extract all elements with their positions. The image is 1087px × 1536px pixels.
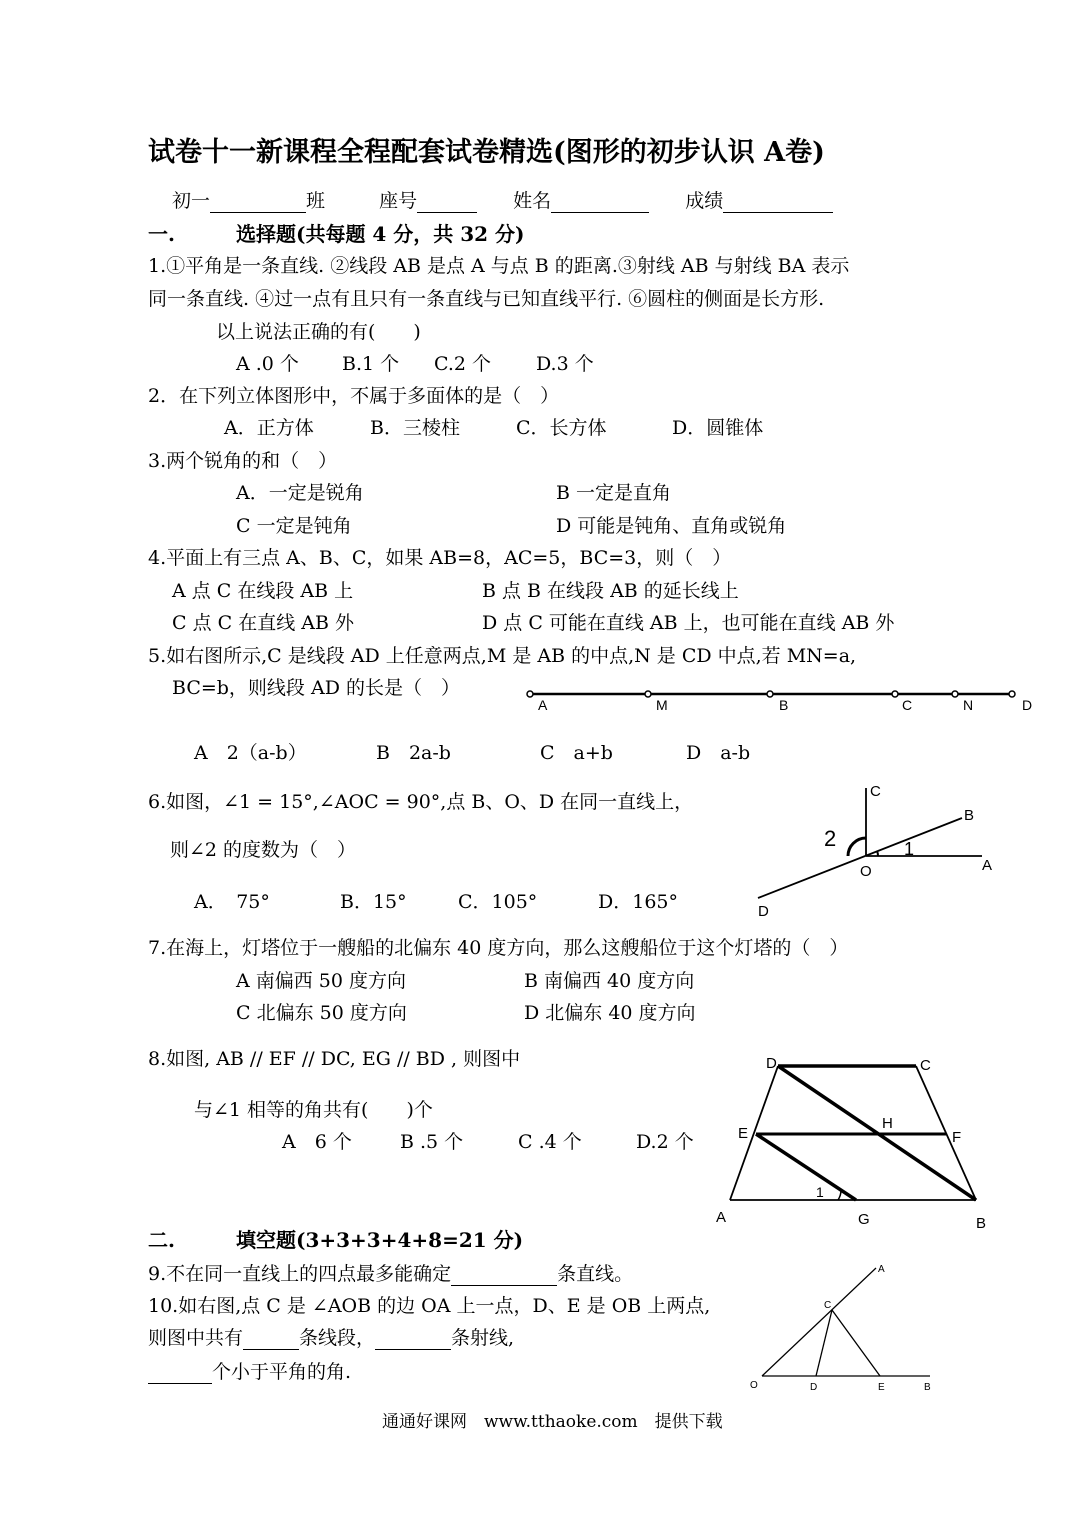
student-info-line <box>172 189 833 213</box>
line-bd <box>758 818 962 898</box>
label-o: O <box>860 863 872 880</box>
section1-heading: 选择题(共每题 4 分，共 32 分) <box>236 222 525 246</box>
section1-number: 一. <box>148 222 175 246</box>
section2-heading: 填空题(3+3+3+4+8=21 分) <box>236 1228 524 1252</box>
q4-option-a[interactable]: A 点 C 在线段 AB 上 <box>172 580 354 602</box>
q6-line1: 6.如图，∠1 = 15°,∠AOC = 90°,点 B、O、D 在同一直线上， <box>148 791 694 813</box>
q7-stem: 7.在海上，灯塔位于一艘船的北偏东 40 度方向，那么这艘船位于这个灯塔的（ ） <box>148 937 849 959</box>
q8-option-b[interactable]: B .5 个 <box>400 1131 464 1153</box>
label-d: D <box>758 903 769 920</box>
label-a: A <box>716 1209 727 1226</box>
seat-label: 座号 <box>379 190 418 212</box>
seat-blank[interactable] <box>417 192 477 213</box>
q10-line3 <box>148 1360 351 1384</box>
label-a: A <box>878 1264 885 1275</box>
q10-text-d: 个小于平角的角. <box>212 1361 352 1383</box>
angle-2-arc <box>848 838 866 856</box>
q8-option-a[interactable]: A 6 个 <box>282 1131 352 1153</box>
q4-option-d[interactable]: D 点 C 可能在直线 AB 上，也可能在直线 AB 外 <box>482 612 895 634</box>
name-label: 姓名 <box>513 190 552 212</box>
label-angle-1: 1 <box>816 1184 824 1200</box>
q10-rays-blank[interactable] <box>375 1329 451 1350</box>
q3-option-d[interactable]: D 可能是钝角、直角或锐角 <box>556 515 787 537</box>
q9-text-before: 9.不在同一直线上的四点最多能确定 <box>148 1263 452 1285</box>
q8-option-c[interactable]: C .4 个 <box>518 1131 582 1153</box>
label-b: B <box>964 807 975 824</box>
q5-option-c[interactable]: C a+b <box>540 742 613 764</box>
q6-option-c[interactable]: C．105° <box>458 891 538 913</box>
label-e: E <box>878 1382 885 1393</box>
angle-1-arc <box>877 851 878 856</box>
q7-option-d[interactable]: D 北偏东 40 度方向 <box>524 1002 696 1024</box>
point-a <box>527 691 533 697</box>
q10-segments-blank[interactable] <box>243 1329 299 1350</box>
label-f: F <box>952 1129 962 1146</box>
q1-line2: 同一条直线. ④过一点有且只有一条直线与已知直线平行. ⑥圆柱的侧面是长方形. <box>148 288 825 310</box>
label-d: D <box>766 1055 777 1072</box>
grade-blank[interactable] <box>210 192 306 213</box>
q2-option-b[interactable]: B．三棱柱 <box>370 417 460 439</box>
label-b: B <box>924 1382 931 1393</box>
label-c: C <box>920 1057 931 1074</box>
q1-option-d[interactable]: D.3 个 <box>536 353 594 375</box>
page-title: 试卷十一新课程全程配套试卷精选(图形的初步认识 A卷) <box>148 137 825 168</box>
q2-option-a[interactable]: A．正方体 <box>224 417 314 439</box>
q10-text-a: 则图中共有 <box>148 1327 244 1349</box>
label-a: A <box>538 697 548 713</box>
grade-label: 初一 <box>172 190 211 212</box>
q5-option-b[interactable]: B 2a-b <box>376 742 451 764</box>
q2-option-c[interactable]: C．长方体 <box>516 417 607 439</box>
q1-option-c[interactable]: C.2 个 <box>434 353 492 375</box>
q6-option-d[interactable]: D．165° <box>598 891 678 913</box>
angle-1-arc <box>838 1190 841 1200</box>
q4-option-b[interactable]: B 点 B 在线段 AB 的延长线上 <box>482 580 739 602</box>
point-m <box>645 691 651 697</box>
q2-stem: 2．在下列立体图形中，不属于多面体的是（ ） <box>148 385 560 407</box>
q3-stem: 3.两个锐角的和（ ） <box>148 450 338 472</box>
q6-line2: 则∠2 的度数为（ ） <box>170 839 357 861</box>
point-c <box>892 691 898 697</box>
label-d: D <box>1022 697 1033 713</box>
label-c: C <box>902 697 913 713</box>
q5-option-a[interactable]: A 2（a-b） <box>194 742 307 764</box>
name-blank[interactable] <box>551 192 649 213</box>
q10-line1: 10.如右图,点 C 是 ∠AOB 的边 OA 上一点，D、E 是 OB 上两点, <box>148 1295 711 1317</box>
score-blank[interactable] <box>723 192 833 213</box>
q10-text-c: 条射线, <box>451 1327 515 1349</box>
label-h: H <box>882 1115 893 1132</box>
q10-angles-blank[interactable] <box>148 1363 212 1384</box>
q5-line1: 5.如右图所示,C 是线段 AD 上任意两点,M 是 AB 的中点,N 是 CD 中点,若 MN=a, <box>148 645 857 667</box>
label-e: E <box>738 1125 749 1142</box>
label-c: C <box>824 1300 832 1311</box>
label-d: D <box>810 1382 818 1393</box>
segment-cd <box>816 1310 832 1376</box>
label-m: M <box>656 697 668 713</box>
section2-number: 二. <box>148 1228 175 1252</box>
q6-option-a[interactable]: A． 75° <box>194 891 270 913</box>
q7-option-c[interactable]: C 北偏东 50 度方向 <box>236 1002 407 1024</box>
q10-line2 <box>148 1326 514 1350</box>
q9 <box>148 1262 633 1286</box>
label-g: G <box>858 1211 870 1228</box>
q3-option-b[interactable]: B 一定是直角 <box>556 482 672 504</box>
label-o: O <box>750 1380 758 1391</box>
segment-ce <box>832 1310 880 1376</box>
q10-text-b: 条线段， <box>299 1327 376 1349</box>
q1-option-a[interactable]: A .0 个 <box>236 353 299 375</box>
q10-figure-angle-aob <box>744 1260 944 1400</box>
page-footer: 通通好课网 www.tthaoke.com 提供下载 <box>382 1412 723 1432</box>
class-label: 班 <box>306 190 326 212</box>
q9-text-after: 条直线。 <box>557 1263 634 1285</box>
q5-line2: BC=b，则线段 AD 的长是（ ） <box>172 677 460 699</box>
point-b <box>767 691 773 697</box>
q1-line3: 以上说法正确的有( ) <box>216 321 421 343</box>
q4-option-c[interactable]: C 点 C 在直线 AB 外 <box>172 612 354 634</box>
label-angle-1: 1 <box>904 839 915 859</box>
q5-figure-line-segment <box>520 684 1040 720</box>
q2-option-d[interactable]: D．圆锥体 <box>672 417 764 439</box>
label-a: A <box>982 857 993 874</box>
q7-option-a[interactable]: A 南偏西 50 度方向 <box>236 970 407 992</box>
label-angle-2: 2 <box>824 826 837 851</box>
q8-option-d[interactable]: D.2 个 <box>636 1131 694 1153</box>
q5-option-d[interactable]: D a-b <box>686 742 751 764</box>
label-c: C <box>870 783 881 800</box>
q3-option-c[interactable]: C 一定是钝角 <box>236 515 352 537</box>
q8-line1: 8.如图, AB // EF // DC, EG // BD , 则图中 <box>148 1048 521 1070</box>
q3-option-a[interactable]: A．一定是锐角 <box>236 482 364 504</box>
label-b: B <box>779 697 789 713</box>
point-d <box>1009 691 1015 697</box>
q7-option-b[interactable]: B 南偏西 40 度方向 <box>524 970 695 992</box>
label-b: B <box>976 1215 987 1232</box>
q8-line2: 与∠1 相等的角共有( )个 <box>194 1099 433 1121</box>
q9-answer-blank[interactable] <box>451 1265 557 1286</box>
ray-oa <box>762 1268 876 1376</box>
score-label: 成绩 <box>685 190 724 212</box>
q1-line1: 1.①平角是一条直线. ②线段 AB 是点 A 与点 B 的距离.③射线 AB 与射线 BA 表示 <box>148 255 850 277</box>
q6-figure-angles <box>750 782 1000 922</box>
q1-option-b[interactable]: B.1 个 <box>342 353 400 375</box>
label-n: N <box>963 697 974 713</box>
point-n <box>952 691 958 697</box>
q6-option-b[interactable]: B．15° <box>340 891 407 913</box>
q4-stem: 4.平面上有三点 A、B、C，如果 AB=8，AC=5，BC=3，则（ ） <box>148 547 732 569</box>
q8-figure-trapezoid <box>710 1052 1010 1242</box>
